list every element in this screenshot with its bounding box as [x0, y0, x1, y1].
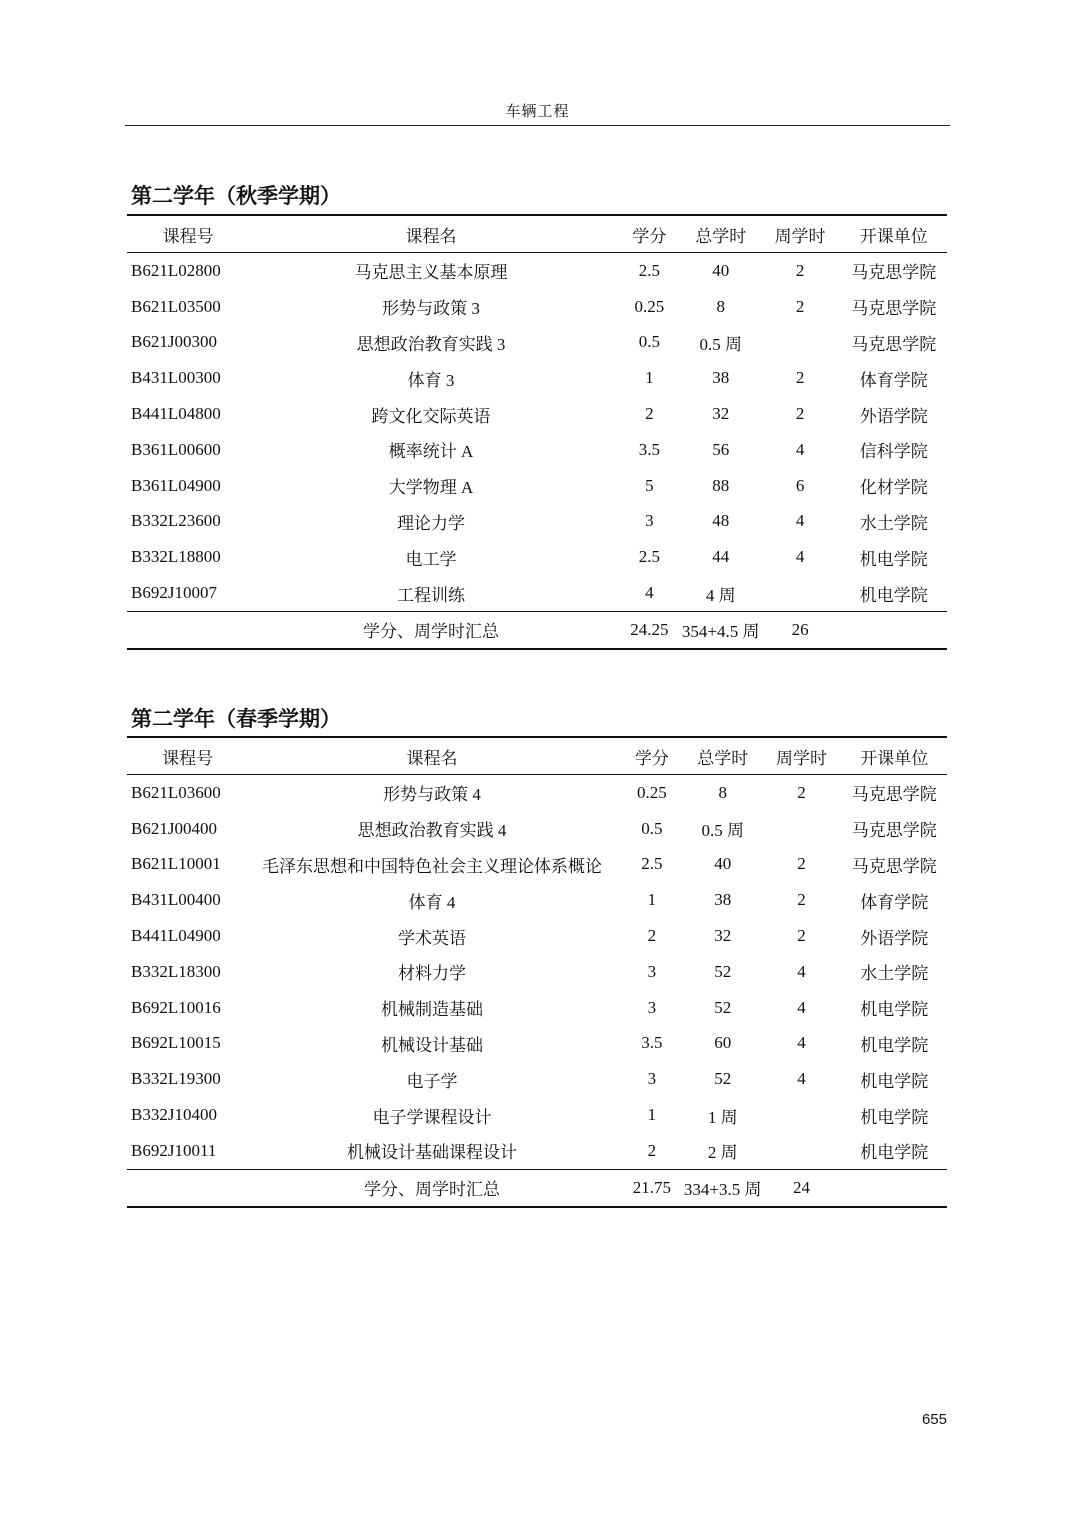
course-code-cell: B332J10400 [131, 1105, 217, 1125]
column-header-department: 开课单位 [860, 748, 929, 768]
course-code-cell: B332L18800 [131, 547, 221, 567]
column-header-weekly-hours: 周学时 [775, 748, 827, 768]
table-header-row [127, 737, 947, 775]
department-cell: 马克思学院 [851, 263, 937, 283]
course-name-cell: 理论力学 [397, 513, 465, 533]
total-hours-cell: 4 周 [705, 585, 736, 605]
course-code-cell: B441L04800 [131, 404, 221, 424]
course-code-cell: B621L02800 [131, 260, 221, 280]
summary-weekly-hours: 26 [791, 619, 809, 639]
credit-cell: 3 [645, 511, 654, 531]
weekly-hours-cell: 4 [797, 1069, 806, 1089]
course-name-cell: 概率统计 A [388, 442, 474, 462]
course-name-cell: 电子学 [406, 1071, 458, 1091]
department-cell: 化材学院 [859, 478, 928, 498]
course-name-cell: 思想政治教育实践 4 [357, 821, 507, 841]
weekly-hours-cell: 4 [795, 439, 805, 459]
table-row [127, 289, 947, 325]
department-cell: 机电学院 [860, 1000, 929, 1020]
department-cell: 水土学院 [860, 964, 929, 984]
table-row [127, 539, 947, 575]
course-name-cell: 机械设计基础课程设计 [347, 1143, 518, 1163]
column-header-code: 课程号 [162, 226, 214, 246]
department-cell: 机电学院 [860, 1035, 929, 1055]
course-name-cell: 思想政治教育实践 3 [356, 334, 506, 354]
credit-cell: 0.25 [634, 296, 665, 316]
course-code-cell: B692J10011 [131, 1140, 217, 1160]
course-name-cell: 毛泽东思想和中国特色社会主义理论体系概论 [262, 856, 603, 876]
department-cell: 外语学院 [859, 406, 928, 426]
course-code-cell: B431L00300 [131, 368, 221, 388]
column-header-total-hours: 总学时 [697, 748, 749, 768]
credit-cell: 2 [647, 1140, 657, 1160]
weekly-hours-cell: 2 [797, 782, 806, 802]
table-row [127, 575, 947, 611]
course-name-cell: 形势与政策 4 [383, 785, 481, 805]
total-hours-cell: 40 [714, 854, 732, 874]
course-name-cell: 学术英语 [398, 928, 467, 948]
course-code-cell: B692L10015 [131, 1033, 221, 1053]
column-header-name: 课程名 [405, 226, 457, 246]
table-row [127, 432, 947, 468]
weekly-hours-cell [760, 325, 841, 361]
total-hours-cell: 0.5 周 [701, 821, 744, 841]
course-code-cell: B441L04900 [131, 926, 221, 946]
table-row [127, 1026, 947, 1062]
column-header-code: 课程号 [162, 748, 214, 768]
table-row [127, 1133, 947, 1169]
credit-cell: 1 [647, 890, 657, 910]
section-title-autumn: 第二学年（秋季学期） [131, 184, 341, 208]
credit-cell: 2.5 [638, 547, 660, 567]
total-hours-cell: 52 [714, 961, 732, 981]
total-hours-cell: 8 [716, 296, 725, 316]
weekly-hours-cell [760, 575, 841, 611]
summary-empty-cell [127, 611, 245, 648]
department-cell: 体育学院 [859, 370, 928, 390]
department-cell: 机电学院 [859, 549, 928, 569]
course-code-cell: B692J10007 [131, 583, 217, 603]
weekly-hours-cell: 2 [795, 368, 805, 388]
total-hours-cell: 32 [714, 926, 732, 946]
course-code-cell: B692L10016 [131, 997, 221, 1017]
course-code-cell: B332L18300 [131, 961, 221, 981]
page-number: 655 [921, 1411, 947, 1428]
department-cell: 机电学院 [860, 1071, 929, 1091]
credit-cell: 1 [647, 1105, 657, 1125]
column-header-department: 开课单位 [859, 226, 928, 246]
credit-cell: 0.5 [641, 818, 663, 838]
department-cell: 马克思学院 [851, 334, 937, 354]
summary-label: 学分、周学时汇总 [363, 622, 499, 642]
credit-cell: 3.5 [641, 1033, 663, 1053]
section-title-spring: 第二学年（春季学期） [131, 707, 341, 731]
course-code-cell: B621J00300 [131, 332, 217, 352]
table-row [127, 954, 947, 990]
department-cell: 机电学院 [860, 1107, 929, 1127]
table-row [127, 847, 947, 883]
weekly-hours-cell: 4 [797, 997, 806, 1017]
course-name-cell: 大学物理 A [388, 478, 474, 498]
total-hours-cell: 60 [714, 1033, 732, 1053]
summary-empty-cell [127, 1169, 244, 1206]
weekly-hours-cell [762, 811, 842, 847]
table-row [127, 360, 947, 396]
summary-credits: 24.25 [630, 619, 669, 639]
course-code-cell: B621L03500 [131, 296, 221, 316]
credit-cell: 0.25 [636, 782, 667, 802]
credit-cell: 3.5 [638, 439, 660, 459]
total-hours-cell: 52 [714, 997, 732, 1017]
table-row [127, 468, 947, 504]
total-hours-cell: 38 [714, 890, 732, 910]
course-table-spring [127, 736, 947, 1208]
column-header-credit: 学分 [632, 226, 667, 246]
weekly-hours-cell: 2 [797, 926, 806, 946]
course-name-cell: 工程训练 [397, 585, 465, 605]
weekly-hours-cell [762, 1097, 842, 1133]
department-cell: 外语学院 [860, 928, 929, 948]
credit-cell: 0.5 [638, 332, 660, 352]
total-hours-cell: 48 [712, 511, 730, 531]
summary-label: 学分、周学时汇总 [364, 1180, 501, 1200]
department-cell: 机电学院 [860, 1143, 929, 1163]
course-code-cell: B621L03600 [131, 782, 221, 802]
total-hours-cell: 88 [712, 475, 730, 495]
total-hours-cell: 0.5 周 [699, 334, 742, 354]
table-row [127, 811, 947, 847]
column-header-weekly-hours: 周学时 [774, 226, 826, 246]
total-hours-cell: 56 [712, 439, 730, 459]
credit-cell: 3 [647, 961, 657, 981]
credit-cell: 4 [645, 583, 654, 603]
course-table-autumn [127, 214, 947, 650]
course-name-cell: 跨文化交际英语 [371, 406, 491, 426]
table-row [127, 325, 947, 361]
total-hours-cell: 32 [712, 404, 730, 424]
department-cell: 信科学院 [859, 442, 928, 462]
total-hours-cell: 2 周 [707, 1143, 738, 1163]
weekly-hours-cell: 4 [797, 961, 806, 981]
weekly-hours-cell: 4 [797, 1033, 806, 1053]
running-header: 车辆工程 [505, 102, 570, 120]
total-hours-cell: 40 [712, 260, 730, 280]
department-cell: 水土学院 [859, 513, 928, 533]
department-cell: 马克思学院 [851, 856, 937, 876]
total-hours-cell: 1 周 [707, 1107, 738, 1127]
table-row [127, 918, 947, 954]
course-code-cell: B431L00400 [131, 890, 221, 910]
table-row [127, 253, 947, 289]
weekly-hours-cell: 2 [795, 296, 805, 316]
table-row [127, 1061, 947, 1097]
credit-cell: 2 [647, 926, 657, 946]
course-name-cell: 马克思主义基本原理 [354, 263, 508, 283]
course-code-cell: B332L19300 [131, 1069, 221, 1089]
course-name-cell: 体育 3 [407, 370, 455, 390]
department-cell: 体育学院 [860, 892, 929, 912]
course-name-cell: 电子学课程设计 [372, 1107, 492, 1127]
table-row [127, 882, 947, 918]
credit-cell: 1 [645, 368, 654, 388]
summary-empty-cell [841, 1169, 947, 1206]
department-cell: 马克思学院 [851, 785, 937, 805]
total-hours-cell: 44 [712, 547, 730, 567]
table-row [127, 990, 947, 1026]
weekly-hours-cell: 2 [795, 404, 805, 424]
table-header-row [127, 215, 947, 253]
department-cell: 马克思学院 [851, 821, 937, 841]
credit-cell: 5 [645, 475, 654, 495]
course-code-cell: B621L10001 [131, 854, 221, 874]
summary-total-hours: 334+3.5 周 [683, 1180, 762, 1200]
table-row [127, 1097, 947, 1133]
department-cell: 马克思学院 [851, 299, 937, 319]
weekly-hours-cell: 2 [797, 854, 806, 874]
course-code-cell: B361L00600 [131, 439, 221, 459]
weekly-hours-cell [762, 1133, 842, 1169]
weekly-hours-cell: 2 [797, 890, 806, 910]
column-header-credit: 学分 [634, 748, 669, 768]
course-name-cell: 材料力学 [398, 964, 467, 984]
header-rule [125, 125, 950, 126]
credit-cell: 2 [645, 404, 654, 424]
credit-cell: 2.5 [638, 260, 660, 280]
course-code-cell: B621J00400 [131, 818, 217, 838]
total-hours-cell: 8 [718, 782, 727, 802]
weekly-hours-cell: 6 [795, 475, 805, 495]
summary-weekly-hours: 24 [792, 1177, 810, 1197]
summary-row [127, 1169, 947, 1206]
summary-row [127, 611, 947, 648]
summary-credits: 21.75 [632, 1177, 671, 1197]
weekly-hours-cell: 4 [795, 511, 805, 531]
course-code-cell: B361L04900 [131, 475, 221, 495]
total-hours-cell: 52 [714, 1069, 732, 1089]
course-name-cell: 机械制造基础 [381, 1000, 484, 1020]
course-name-cell: 电工学 [405, 549, 457, 569]
table-row [127, 396, 947, 432]
course-name-cell: 形势与政策 3 [382, 299, 480, 319]
weekly-hours-cell: 4 [795, 547, 805, 567]
column-header-total-hours: 总学时 [695, 226, 747, 246]
table-row [127, 775, 947, 811]
course-name-cell: 机械设计基础 [381, 1035, 484, 1055]
table-row [127, 504, 947, 540]
credit-cell: 2.5 [641, 854, 663, 874]
department-cell: 机电学院 [859, 585, 928, 605]
weekly-hours-cell: 2 [795, 260, 805, 280]
course-name-cell: 体育 4 [408, 892, 456, 912]
total-hours-cell: 38 [712, 368, 730, 388]
column-header-name: 课程名 [406, 748, 458, 768]
summary-total-hours: 354+4.5 周 [681, 622, 760, 642]
course-code-cell: B332L23600 [131, 511, 221, 531]
summary-empty-cell [841, 611, 947, 648]
credit-cell: 3 [647, 997, 657, 1017]
credit-cell: 3 [647, 1069, 657, 1089]
